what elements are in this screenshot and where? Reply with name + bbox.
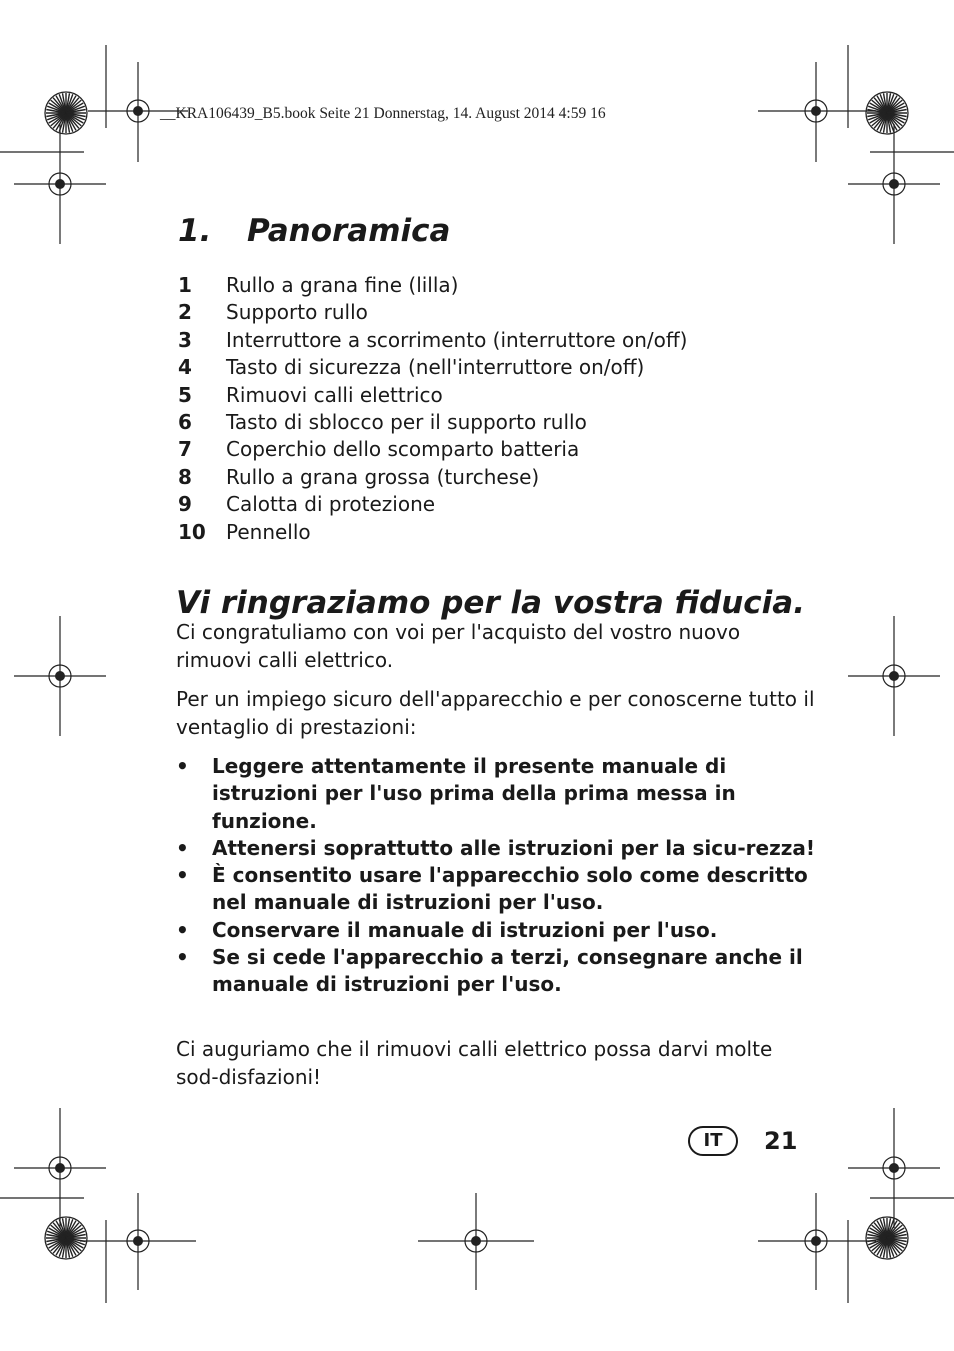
item-number: 3 (178, 327, 192, 352)
bullet-icon: • (176, 945, 189, 970)
intro-paragraph: Per un impiego sicuro dell'apparecchio e per conoscerne tutto il ventaglio di prestazioni: (176, 687, 815, 739)
list-item (178, 491, 818, 518)
section-heading-panoramica (178, 208, 450, 254)
list-item (178, 464, 818, 491)
item-text: Calotta di protezione (226, 492, 436, 517)
bullet-icon: • (176, 754, 189, 778)
bullet-icon: • (176, 917, 189, 942)
item-text: Pennello (226, 519, 311, 544)
language-badge: IT (688, 1126, 738, 1156)
item-number: 5 (178, 382, 192, 407)
list-item (178, 409, 818, 436)
print-slug-line: __KRA106439_B5.book Seite 21 Donnerstag, 14. August 2014 4:59 16 (160, 105, 606, 122)
bullet-text: Se si cede l'apparecchio a terzi, consegnare anche il manuale di istruzioni per l'uso. (212, 945, 803, 997)
bullet-text: Leggere attentamente il presente manuale di istruzioni per l'uso prima della prima messa in funzione. (212, 754, 736, 833)
list-item (178, 299, 818, 326)
item-text: Rullo a grana fine (lilla) (226, 273, 459, 297)
section-number: 1. (178, 213, 212, 249)
safety-bullet-list (176, 753, 816, 999)
congrats-paragraph: Ci congratuliamo con voi per l'acquisto del vostro nuovo rimuovi calli elettrico. (176, 620, 741, 672)
list-item (178, 382, 818, 409)
item-number: 4 (178, 355, 192, 380)
list-item (178, 327, 818, 354)
bullet-item (176, 917, 816, 944)
item-number: 9 (178, 492, 192, 517)
list-item (178, 519, 818, 546)
bullet-icon: • (176, 863, 189, 888)
item-number: 7 (178, 437, 192, 462)
list-item (178, 354, 818, 381)
bullet-item (176, 835, 816, 862)
item-text: Rimuovi calli elettrico (226, 382, 443, 407)
parts-list (178, 272, 818, 546)
bullet-item (176, 944, 816, 999)
item-number: 1 (178, 273, 192, 297)
item-number: 8 (178, 464, 192, 489)
thanks-heading: Vi ringraziamo per la vostra fiducia. (176, 585, 805, 621)
item-text: Coperchio dello scomparto batteria (226, 437, 580, 462)
item-text: Tasto di sicurezza (nell'interruttore on/off) (226, 355, 645, 380)
bullet-item (176, 862, 816, 917)
item-number: 6 (178, 409, 192, 434)
item-text: Tasto di sblocco per il supporto rullo (226, 409, 587, 434)
item-text: Supporto rullo (226, 300, 368, 325)
bullet-text: Conservare il manuale di istruzioni per l'uso. (212, 917, 718, 942)
bullet-text: Attenersi soprattutto alle istruzioni per la sicu-rezza! (212, 835, 816, 860)
item-text: Rullo a grana grossa (turchese) (226, 464, 540, 489)
bullet-text: È consentito usare l'apparecchio solo come descritto nel manuale di istruzioni per l'uso. (212, 863, 808, 915)
item-number: 10 (178, 519, 206, 544)
closing-paragraph: Ci auguriamo che il rimuovi calli elettrico possa darvi molte sod-disfazioni! (176, 1037, 773, 1089)
item-text: Interruttore a scorrimento (interruttore on/off) (226, 327, 688, 352)
item-number: 2 (178, 300, 192, 325)
list-item (178, 272, 818, 299)
page-number: 21 (764, 1127, 798, 1155)
bullet-icon: • (176, 835, 189, 860)
bullet-item (176, 753, 816, 835)
list-item (178, 436, 818, 463)
section-title: Panoramica (247, 213, 451, 249)
